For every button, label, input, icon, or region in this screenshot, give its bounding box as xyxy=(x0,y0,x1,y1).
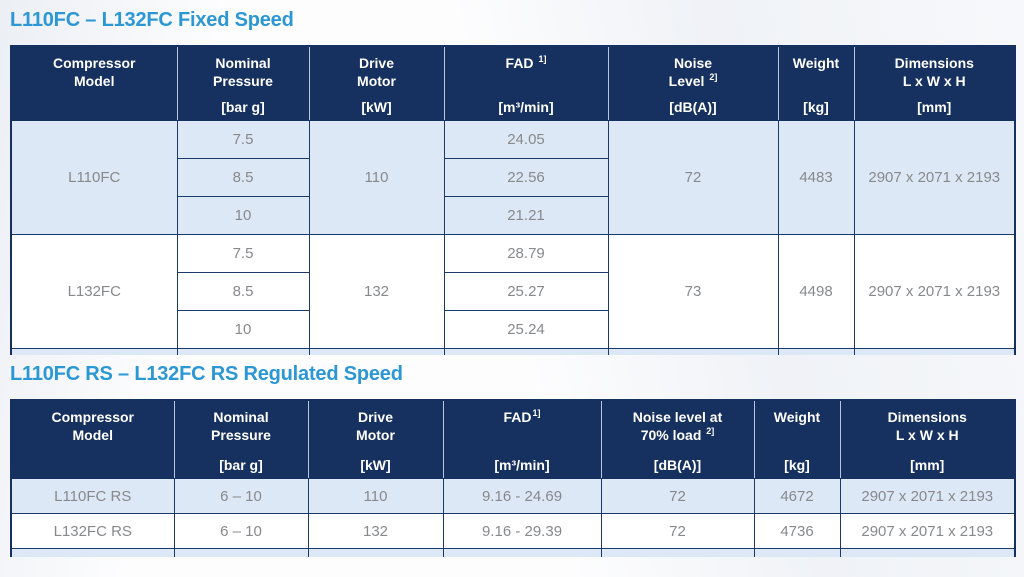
section1-title: L110FC – L132FC Fixed Speed xyxy=(10,9,294,31)
header-line: Weight xyxy=(773,409,821,425)
footnote-marker: 2] xyxy=(706,426,715,436)
header-line: Compressor xyxy=(51,409,134,425)
noise-cell: 72 xyxy=(601,479,754,514)
fad-cell: 22.56 xyxy=(444,159,608,197)
header-line: L x W x H xyxy=(895,427,959,443)
pressure-cell: 7.5 xyxy=(177,121,309,159)
col-header-dimensions xyxy=(840,400,1015,479)
footnote-marker: 1] xyxy=(532,408,541,418)
header-unit: [kg] xyxy=(784,457,810,473)
header-unit: [bar g] xyxy=(221,99,265,115)
motor-cell: 132 xyxy=(309,235,444,349)
dimensions-cell: 2907 x 2071 x 2193 xyxy=(854,121,1015,235)
header-unit: [dB(A)] xyxy=(669,99,717,115)
header-line: Nominal xyxy=(215,55,271,71)
dimensions-cell: 2907 x 2071 x 2193 xyxy=(840,514,1015,549)
col-header-weight xyxy=(778,46,854,121)
pressure-cell: 7.5 xyxy=(177,235,309,273)
dimensions-cell: 2907 x 2071 x 2193 xyxy=(854,235,1015,349)
col-header-dimensions xyxy=(854,46,1015,121)
col-header-weight xyxy=(754,400,840,479)
header-unit: [bar g] xyxy=(219,457,263,473)
section2-title: L110FC RS – L132FC RS Regulated Speed xyxy=(10,363,403,385)
footnote-marker: 2] xyxy=(709,72,718,82)
regulated-speed-table-wrapper xyxy=(10,399,1016,557)
noise-cell: 72 xyxy=(608,121,778,235)
regulated-speed-table xyxy=(10,399,1016,557)
col-header-motor xyxy=(308,400,443,479)
header-line: Dimensions xyxy=(894,55,974,71)
header-line: Motor xyxy=(357,73,396,89)
fad-cell: 25.24 xyxy=(444,311,608,349)
header-line: L x W x H xyxy=(902,73,966,89)
table-row xyxy=(11,121,1015,159)
header-unit: [dB(A)] xyxy=(653,457,702,473)
header-unit: [m³/min] xyxy=(494,457,550,473)
header-line: Drive xyxy=(357,409,393,425)
header-line: FAD xyxy=(503,409,532,425)
col-header-noise xyxy=(608,46,778,121)
header-line: Level xyxy=(668,73,709,89)
header-line: Nominal xyxy=(213,409,269,425)
header-line: Noise xyxy=(673,55,713,71)
col-header-fad xyxy=(443,400,601,479)
motor-cell: 132 xyxy=(308,514,443,549)
table-row-partial xyxy=(11,349,1015,356)
model-cell: L132FC RS xyxy=(11,514,174,549)
header-line: Weight xyxy=(792,55,840,71)
fad-cell: 9.16 - 24.69 xyxy=(443,479,601,514)
col-header-motor xyxy=(309,46,444,121)
footnote-marker: 1] xyxy=(538,54,547,64)
noise-cell: 73 xyxy=(608,235,778,349)
col-header-model xyxy=(11,46,177,121)
header-line: Noise level at xyxy=(632,409,723,425)
weight-cell: 4736 xyxy=(754,514,840,549)
fad-cell: 25.27 xyxy=(444,273,608,311)
pressure-cell: 10 xyxy=(177,311,309,349)
col-header-pressure xyxy=(177,46,309,121)
fixed-speed-table-wrapper xyxy=(10,45,1016,355)
fixed-speed-table xyxy=(10,45,1016,355)
col-header-model xyxy=(11,400,174,479)
header-line: Dimensions xyxy=(887,409,967,425)
header-unit: [kg] xyxy=(803,99,829,115)
pressure-cell: 8.5 xyxy=(177,273,309,311)
motor-cell: 110 xyxy=(309,121,444,235)
weight-cell: 4483 xyxy=(778,121,854,235)
motor-cell: 110 xyxy=(308,479,443,514)
header-line: Model xyxy=(72,427,113,443)
fad-cell: 24.05 xyxy=(444,121,608,159)
fad-cell: 9.16 - 29.39 xyxy=(443,514,601,549)
header-line: Pressure xyxy=(211,427,271,443)
header-line: Compressor xyxy=(53,55,136,71)
col-header-fad xyxy=(444,46,608,121)
col-header-pressure xyxy=(174,400,308,479)
table-row-partial xyxy=(11,549,1015,558)
header-line: 70% load xyxy=(640,427,706,443)
header-line: Drive xyxy=(358,55,394,71)
model-cell: L110FC RS xyxy=(11,479,174,514)
header-unit: [mm] xyxy=(910,457,945,473)
header-unit: [m³/min] xyxy=(498,99,554,115)
table-row xyxy=(11,514,1015,549)
weight-cell: 4672 xyxy=(754,479,840,514)
header-line: Model xyxy=(74,73,115,89)
header-line: Pressure xyxy=(213,73,273,89)
noise-cell: 72 xyxy=(601,514,754,549)
dimensions-cell: 2907 x 2071 x 2193 xyxy=(840,479,1015,514)
header-row xyxy=(11,46,1015,121)
table-row xyxy=(11,479,1015,514)
fad-cell: 28.79 xyxy=(444,235,608,273)
pressure-cell: 6 – 10 xyxy=(174,479,308,514)
header-unit: [mm] xyxy=(917,99,952,115)
weight-cell: 4498 xyxy=(778,235,854,349)
header-row xyxy=(11,400,1015,479)
pressure-cell: 10 xyxy=(177,197,309,235)
header-line: Motor xyxy=(356,427,395,443)
header-unit: [kW] xyxy=(361,99,392,115)
model-cell: L110FC xyxy=(11,121,177,235)
header-line: FAD xyxy=(505,55,538,71)
pressure-cell: 6 – 10 xyxy=(174,514,308,549)
header-unit: [kW] xyxy=(360,457,391,473)
col-header-noise xyxy=(601,400,754,479)
model-cell: L132FC xyxy=(11,235,177,349)
pressure-cell: 8.5 xyxy=(177,159,309,197)
fad-cell: 21.21 xyxy=(444,197,608,235)
table-row xyxy=(11,235,1015,273)
